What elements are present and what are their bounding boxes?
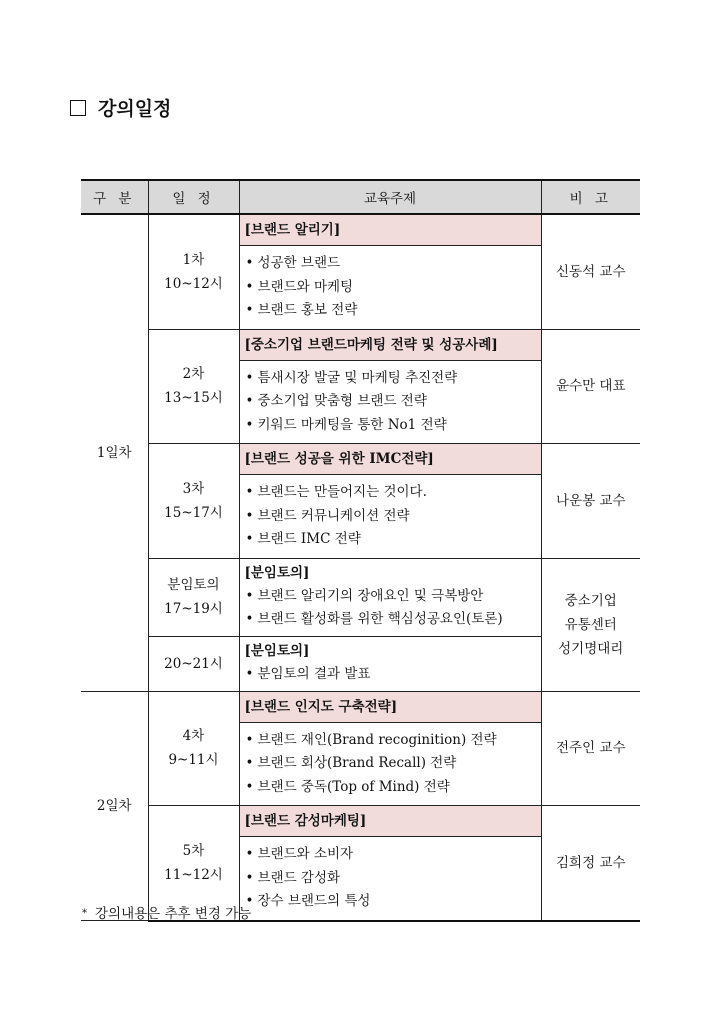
topic-cell [239, 691, 541, 806]
schedule-table [81, 179, 640, 922]
list-item: • 브랜드와 마케팅 [245, 278, 354, 295]
remarks-cell: 전주인 교수 [541, 691, 640, 806]
header-schedule: 일 정 [148, 180, 239, 214]
session-time-cell [148, 444, 239, 559]
list-item: • 브랜드 알리기의 장애요인 및 극복방안 [245, 587, 484, 604]
session-order: 1차 [182, 251, 205, 268]
remarks-cell: 나운봉 교수 [541, 444, 640, 559]
list-item: • 브랜드 커뮤니케이션 전략 [245, 507, 410, 524]
topic-title: [분임토의] [244, 642, 310, 659]
session-time: 9~11시 [168, 752, 219, 769]
topic-cell [239, 558, 541, 636]
footnote-text: 강의내용은 추후 변경 가능 [95, 906, 252, 922]
table-row [81, 214, 640, 329]
session-order: 4차 [182, 728, 205, 745]
table-header-row [81, 180, 640, 214]
session-time-cell [148, 214, 239, 329]
session-time: 20~21시 [164, 655, 223, 672]
list-item: • 브랜드는 만들어지는 것이다. [245, 484, 427, 500]
table-row [81, 691, 640, 806]
list-item: • 브랜드 재인(Brand recoginition) 전략 [245, 731, 497, 748]
topic-cell [239, 806, 541, 921]
session-time-cell [148, 636, 239, 691]
list-item: • 브랜드 감성화 [245, 869, 341, 886]
session-time-cell [148, 691, 239, 806]
square-icon [70, 100, 86, 116]
topic-title: [중소기업 브랜드마케팅 전략 및 성공사례] [240, 330, 541, 361]
list-item: • 분임토의 결과 발표 [245, 665, 371, 682]
list-item: • 브랜드 IMC 전략 [245, 531, 361, 547]
topic-cell [239, 444, 541, 559]
session-time: 17~19시 [164, 601, 223, 617]
list-item: • 틈새시장 발굴 및 마케팅 추진전략 [245, 369, 458, 386]
session-time-cell [148, 329, 239, 444]
remarks-cell: 윤수만 대표 [541, 329, 640, 444]
topic-list [240, 663, 541, 691]
topic-list [240, 723, 541, 806]
list-item: • 브랜드 홍보 전략 [245, 302, 358, 318]
topic-list [240, 475, 541, 558]
header-topic: 교육주제 [239, 180, 541, 214]
table-row [81, 444, 640, 559]
list-item: • 브랜드와 소비자 [245, 846, 354, 862]
remarks-line: 성기명대리 [558, 640, 624, 657]
topic-list [240, 246, 541, 329]
session-order: 2차 [182, 366, 205, 383]
topic-list [240, 361, 541, 444]
topic-title: [브랜드 감성마케팅] [240, 806, 541, 837]
header-remarks: 비 고 [541, 180, 640, 214]
footnote [82, 902, 251, 922]
list-item: • 성공한 브랜드 [245, 255, 341, 271]
list-item: • 중소기업 맞춤형 브랜드 전략 [245, 393, 427, 409]
session-order: 5차 [182, 842, 205, 859]
topic-title: [브랜드 인지도 구축전략] [240, 692, 541, 723]
day-label-1: 1일차 [81, 214, 148, 691]
remarks-cell: 신동석 교수 [541, 214, 640, 329]
session-order: 3차 [182, 480, 205, 497]
section-heading-text: 강의일정 [98, 98, 172, 120]
remarks-line: 유통센터 [564, 616, 617, 633]
list-item: • 키워드 마케팅을 통한 No1 전략 [245, 416, 447, 433]
remarks-cell: 김희정 교수 [541, 806, 640, 921]
topic-title: [브랜드 성공을 위한 IMC전략] [240, 444, 541, 475]
header-category: 구 분 [81, 180, 148, 214]
topic-cell [239, 329, 541, 444]
session-order: 분임토의 [167, 577, 220, 593]
topic-list [240, 837, 541, 920]
session-time: 11~12시 [164, 866, 223, 883]
table-row [81, 329, 640, 444]
session-time: 15~17시 [164, 504, 223, 521]
topic-title: [브랜드 알리기] [240, 215, 541, 246]
session-time: 13~15시 [164, 390, 223, 407]
topic-title: [분임토의] [244, 564, 310, 581]
session-time-cell [148, 558, 239, 636]
table-row [81, 558, 640, 636]
day-label-2: 2일차 [81, 691, 148, 921]
topic-cell [239, 214, 541, 329]
list-item: • 브랜드 활성화를 위한 핵심성공요인(토론) [245, 611, 503, 627]
section-heading [70, 94, 171, 121]
footnote-marker: * [82, 908, 87, 919]
remarks-cell [541, 558, 640, 691]
list-item: • 장수 브랜드의 특성 [245, 893, 371, 909]
list-item: • 브랜드 중독(Top of Mind) 전략 [245, 778, 450, 795]
topic-list [240, 585, 541, 636]
topic-cell [239, 636, 541, 691]
remarks-line: 중소기업 [564, 592, 617, 609]
list-item: • 브랜드 회상(Brand Recall) 전략 [245, 755, 457, 771]
session-time: 10~12시 [164, 275, 223, 292]
